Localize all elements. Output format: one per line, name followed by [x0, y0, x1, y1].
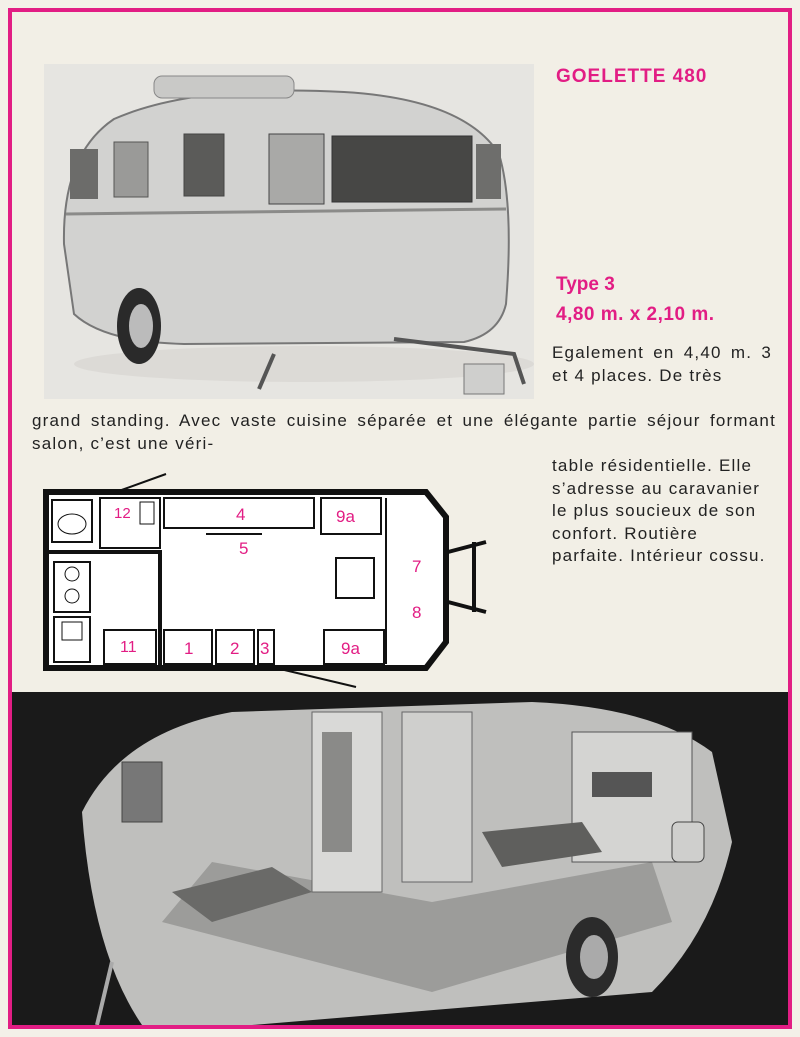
plan-label-8: 8 [412, 603, 422, 622]
model-dimensions: 4,80 m. x 2,10 m. [556, 304, 715, 325]
description-line-1: Egalement en 4,40 m. 3 et 4 places. De très [552, 343, 772, 385]
caravan-interior-cutaway-photo [12, 692, 788, 1025]
model-title: GOELETTE 480 [556, 66, 708, 87]
description-line-2: grand standing. Avec vaste cuisine séparée et une élégante partie séjour formant salon, c’est une véri- [32, 411, 776, 453]
plan-label-9a-bottom: 9a [341, 639, 360, 658]
plan-label-3: 3 [260, 639, 270, 658]
floor-plan [36, 472, 516, 692]
caravan-exterior-photo [44, 64, 534, 399]
plan-label-11: 11 [120, 639, 137, 656]
description-line-3: table résidentielle. Elle s’adresse au caravanier le plus soucieux de son confort. Routière parfaite. Intérieur cossu. [552, 456, 766, 565]
plan-label-1: 1 [184, 639, 194, 658]
plan-label-5: 5 [239, 539, 249, 558]
plan-label-2: 2 [230, 639, 240, 658]
plan-label-12: 12 [114, 505, 131, 522]
brochure-page [8, 8, 792, 1029]
model-type: Type 3 [556, 274, 615, 295]
plan-label-7: 7 [412, 557, 422, 576]
plan-label-4: 4 [236, 505, 246, 524]
plan-label-9a-top: 9a [336, 507, 355, 526]
